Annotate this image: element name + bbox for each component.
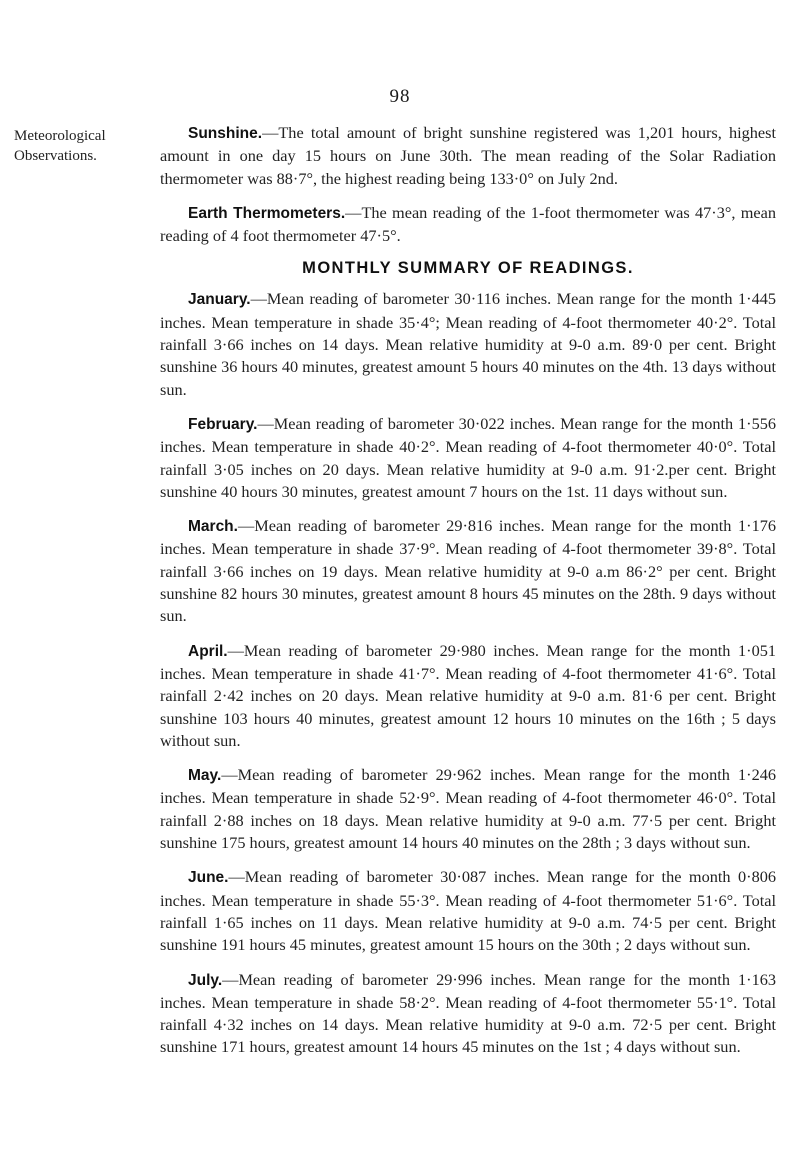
margin-note [14, 126, 144, 166]
page-content [160, 122, 776, 1071]
month-heading: June. [188, 869, 229, 887]
month-text: —Mean reading of barometer 30·116 inches. Mean range for the month 1·445 inches. Mean temperature in shade 35·4°; Mean reading of 4-foot thermometer 40·2°. Total rainfall 3·66 inches on 14 days. Mean relative humidity at 9-0 a.m. 89·0 per cent. Bright sunshine 36 hours 40 minutes, greatest amount 5 hours 40 minutes on the 4th. 13 days without sun. [160, 289, 776, 399]
paragraph-text: —The mean reading of the 1-foot thermometer was 47·3°, mean reading of 4 foot thermometer 47·5°. [160, 202, 776, 246]
month-text: —Mean reading of barometer 29·962 inches. Mean range for the month 1·246 inches. Mean temperature in shade 52·9°. Mean reading of 4-foot thermometer 46·0°. Total rainfall 2·88 inches on 18 days. Mean relative humidity at 9-0 a.m. 77·5 per cent. Bright sunshine 175 hours, greatest amount 14 hours 40 minutes on the 28th ; 3 days without sun. [160, 765, 776, 853]
margin-note-line: Observations. [14, 148, 97, 164]
month-text: —Mean reading of barometer 29·816 inches. Mean range for the month 1·176 inches. Mean temperature in shade 37·9°. Mean reading of 4-foot thermometer 39·8°. Total rainfall 3·66 inches on 19 days. Mean relative humidity at 9-0 a.m 86·2° per cent. Bright sunshine 82 hours 30 minutes, greatest amount 8 hours 45 minutes on the 28th. 9 days without sun. [160, 516, 776, 626]
month-paragraph-april [160, 640, 776, 752]
sunshine-paragraph [160, 122, 776, 190]
month-paragraph-may [160, 764, 776, 854]
month-heading: February. [188, 415, 258, 433]
earth-thermometers-paragraph [160, 202, 776, 248]
month-heading: May. [188, 767, 222, 785]
paragraph-heading: Sunshine. [188, 125, 263, 142]
month-text: —Mean reading of barometer 30·087 inches. Mean range for the month 0·806 inches. Mean temperature in shade 55·3°. Mean reading of 4-foot thermometer 51·6°. Total rainfall 1·65 inches on 11 days. Mean relative humidity at 9-0 a.m. 74·5 per cent. Bright sunshine 191 hours 45 minutes, greatest amount 15 hours on the 30th ; 2 days without sun. [160, 867, 776, 955]
month-paragraph-january [160, 288, 776, 400]
month-paragraph-march [160, 515, 776, 627]
paragraph-heading: Earth Thermometers. [188, 204, 346, 222]
paragraph-text: —The total amount of bright sunshine registered was 1,201 hours, highest amount in one day 15 hours on June 30th. The mean reading of the Solar Radiation thermometer was 88·7°, the highest reading being 133·0° on July 2nd. [160, 123, 776, 188]
month-heading: March. [188, 518, 238, 536]
month-heading: April. [188, 642, 228, 660]
month-heading: January. [188, 291, 251, 309]
month-text: —Mean reading of barometer 29·980 inches. Mean range for the month 1·051 inches. Mean temperature in shade 41·7°. Mean reading of 4-foot thermometer 41·6°. Total rainfall 2·42 inches on 20 days. Mean relative humidity at 9-0 a.m. 81·6 per cent. Bright sunshine 103 hours 40 minutes, greatest amount 12 hours 10 minutes on the 16th ; 5 days without sun. [160, 640, 776, 750]
month-paragraph-february [160, 413, 776, 503]
month-text: —Mean reading of barometer 29·996 inches. Mean range for the month 1·163 inches. Mean temperature in shade 58·2°. Mean reading of 4-foot thermometer 55·1°. Total rainfall 4·32 inches on 14 days. Mean relative humidity at 9-0 a.m. 72·5 per cent. Bright sunshine 171 hours, greatest amount 14 hours 45 minutes on the 1st ; 4 days without sun. [160, 969, 776, 1057]
month-paragraph-june [160, 866, 776, 956]
month-paragraph-july [160, 969, 776, 1059]
margin-note-line: Meteorological [14, 128, 106, 144]
section-title: MONTHLY SUMMARY OF READINGS. [302, 259, 634, 278]
page-number: 98 [389, 86, 411, 107]
month-text: —Mean reading of barometer 30·022 inches. Mean range for the month 1·556 inches. Mean temperature in shade 40·2°. Mean reading of 4-foot thermometer 40·0°. Total rainfall 3·05 inches on 20 days. Mean relative humidity at 9-0 a.m. 91·2.per cent. Bright sunshine 40 hours 30 minutes, greatest amount 7 hours on the 1st. 11 days without sun. [160, 413, 776, 501]
month-heading: July. [188, 971, 223, 989]
